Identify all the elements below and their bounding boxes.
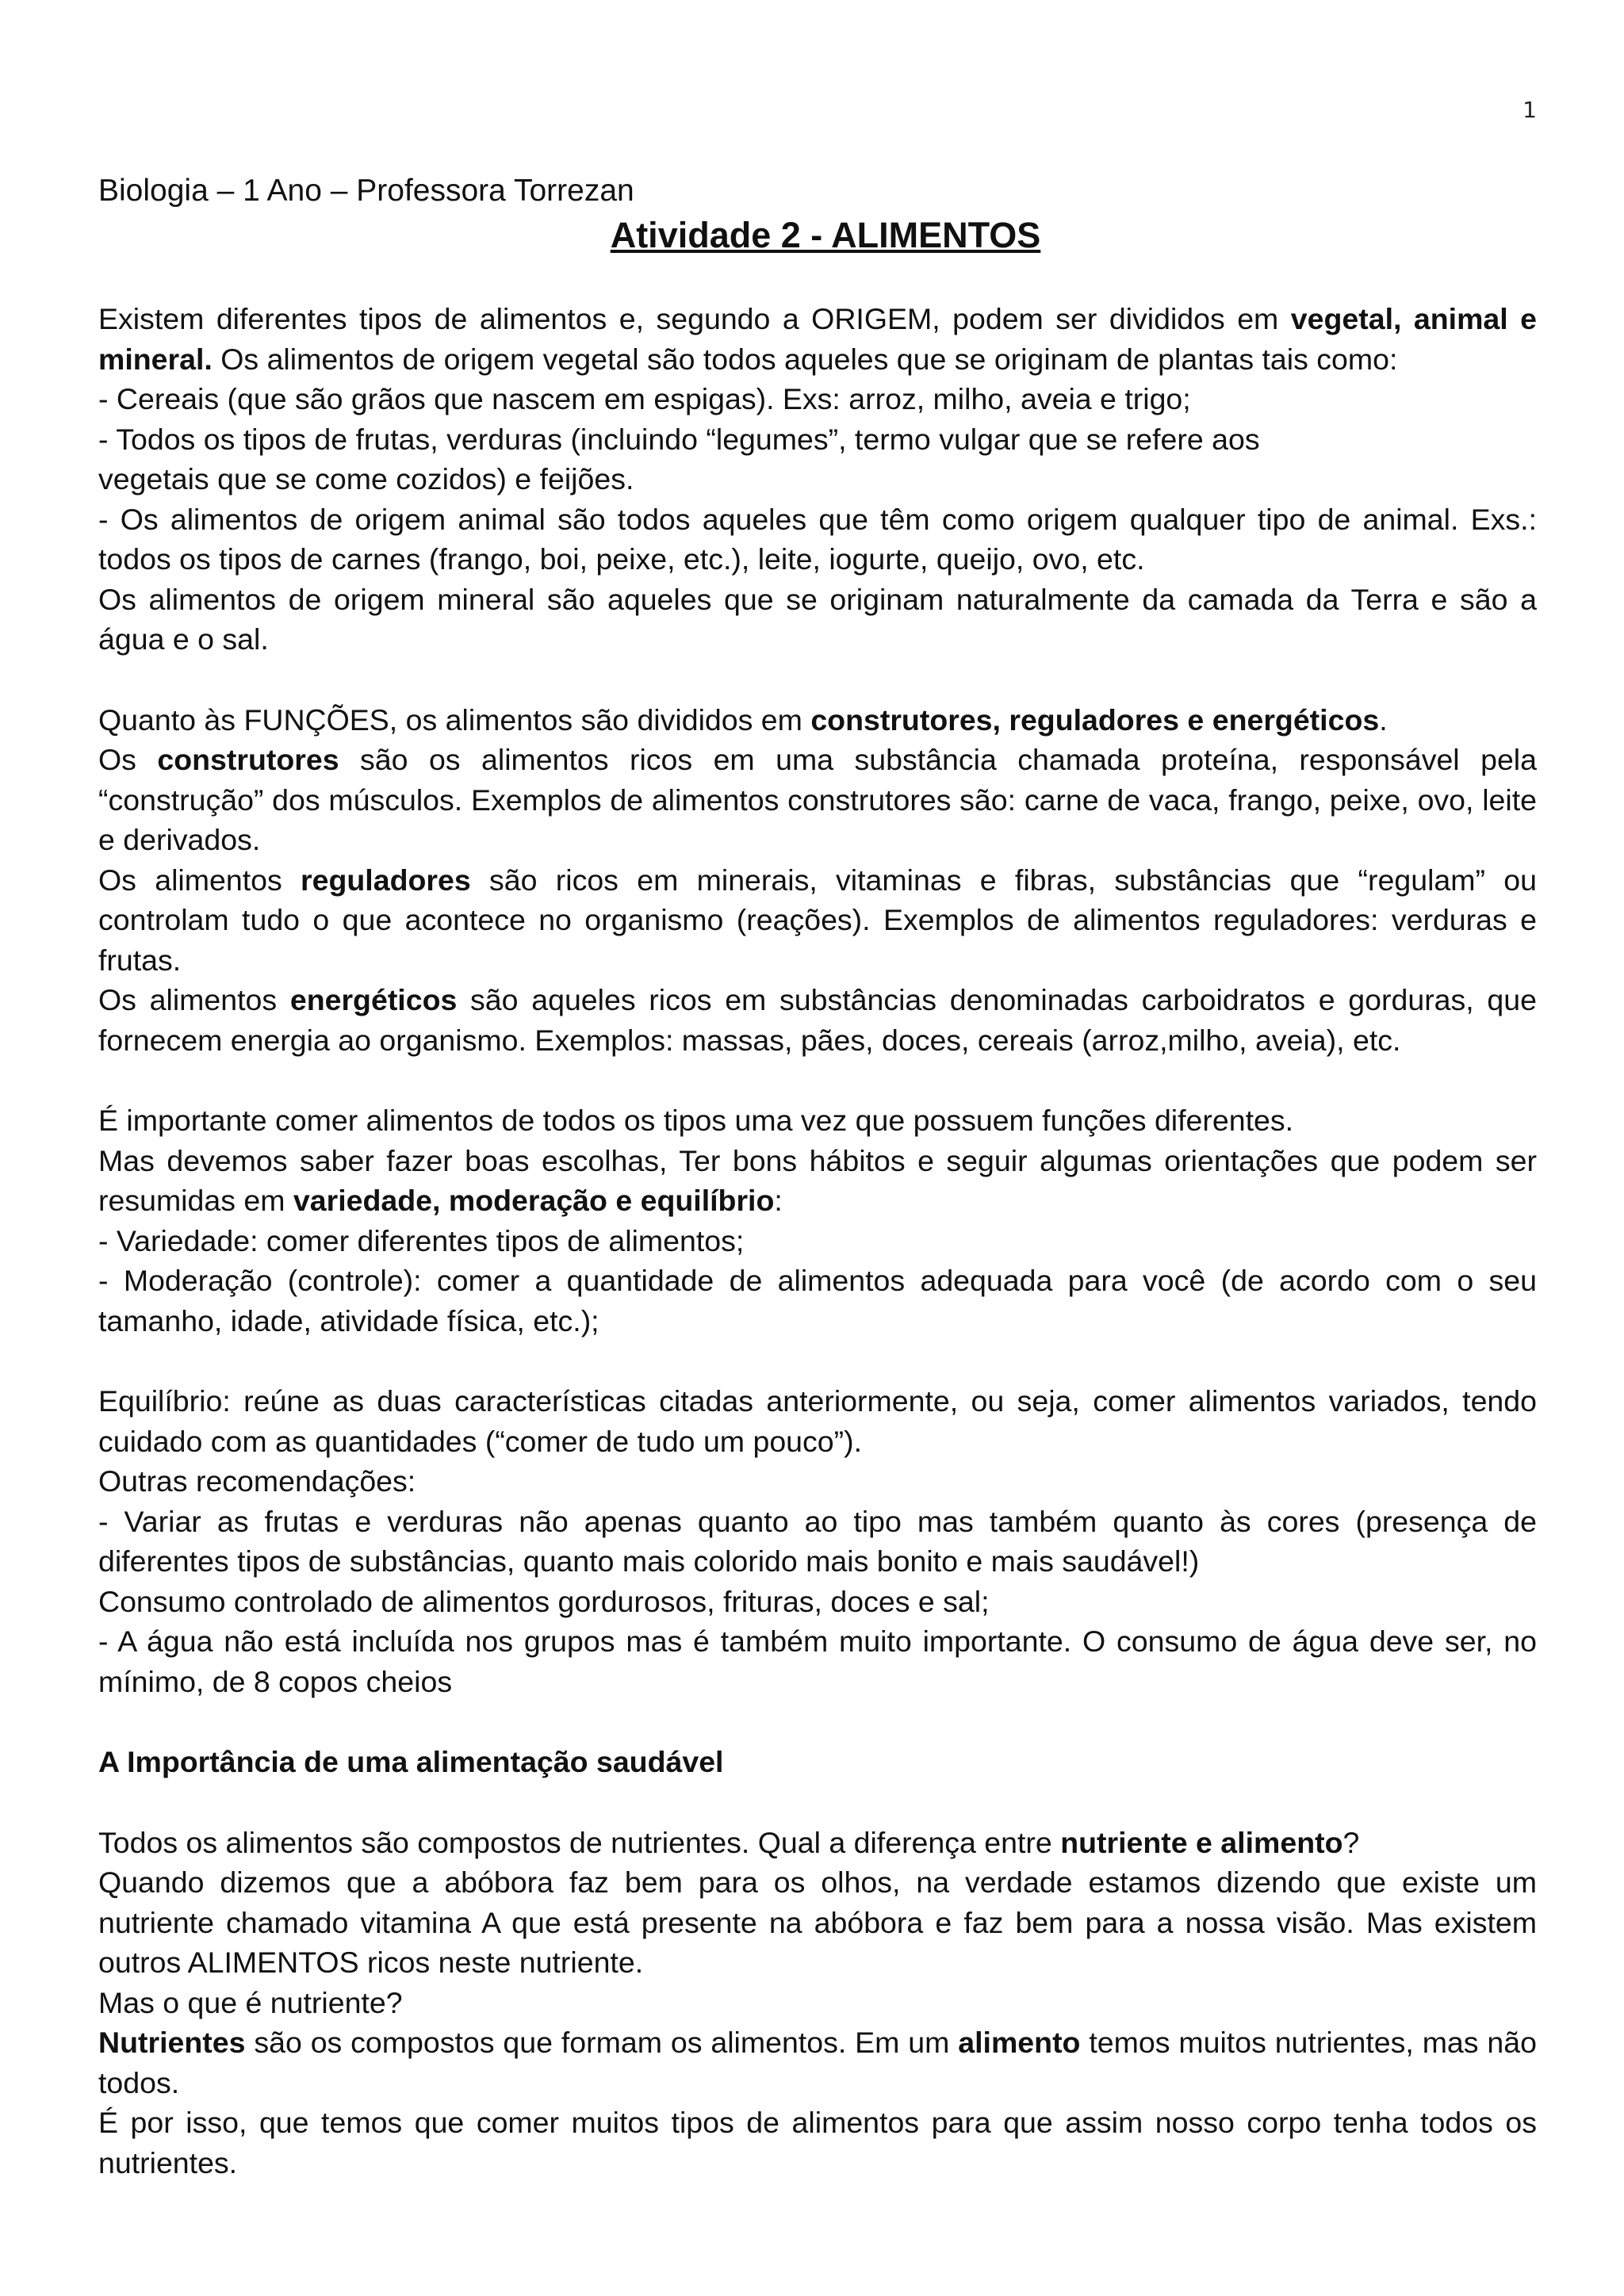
importancia-nutrientes: Nutrientes são os compostos que formam os alimentos. Em um alimento temos muitos nutrientes, mas não todos. (98, 2026, 1537, 2099)
document-body (98, 170, 1537, 2183)
orientacoes-importante: É importante comer alimentos de todos os tipos uma vez que possuem funções diferentes. (98, 1104, 1294, 1137)
bold-term: vegetal, animal e mineral. (98, 302, 1537, 376)
equilibrio-variar: - Variar as frutas e verduras não apenas quanto ao tipo mas também quanto às cores (presença de diferentes tipos de substâncias, quanto mais colorido mais bonito e mais saudável!) (98, 1504, 1537, 1578)
equilibrio-outras: Outras recomendações: (98, 1464, 416, 1498)
importancia-pergunta: Todos os alimentos são compostos de nutrientes. Qual a diferença entre nutriente e alimento? (98, 1825, 1360, 1859)
funcoes-construtores: Os construtores são os alimentos ricos em uma substância chamada proteína, responsável pela “construção” dos músculos. Exemplos de alimentos construtores são: carne de vaca, frango, peixe, ovo, leite e derivados. (98, 743, 1537, 856)
bold-term: Nutrientes (98, 2026, 246, 2059)
funcoes-intro: Quanto às FUNÇÕES, os alimentos são divididos em construtores, reguladores e energéticos. (98, 702, 1388, 737)
bold-term: alimento (958, 2026, 1081, 2059)
equilibrio-consumo: Consumo controlado de alimentos gordurosos, frituras, doces e sal; (98, 1584, 990, 1618)
bold-term: construtores, reguladores e energéticos (810, 702, 1380, 737)
origem-intro: Existem diferentes tipos de alimentos e, segundo a ORIGEM, podem ser divididos em vegetal, animal e mineral. Os alimentos de origem vegetal são todos aqueles que se originam de plantas tais como: (98, 302, 1537, 376)
bold-term: construtores (157, 743, 339, 776)
document-header: Biologia – 1 Ano – Professora Torrezan (98, 174, 634, 208)
bold-term: variedade, moderação e equilíbrio (293, 1184, 775, 1217)
spacer (98, 660, 1537, 700)
page-title: Atividade 2 - ALIMENTOS (610, 215, 1041, 255)
page-number: 1 (1522, 97, 1537, 123)
orientacoes-escolhas: Mas devemos saber fazer boas escolhas, Ter bons hábitos e seguir algumas orientações que podem ser resumidas em variedade, moderação e equilíbrio: (98, 1143, 1537, 1217)
funcoes-reguladores: Os alimentos reguladores são ricos em minerais, vitaminas e fibras, substâncias que “regulam” ou controlam tudo o que acontece no organismo (reações). Exemplos de alimentos reguladores: verduras e frutas. (98, 863, 1537, 977)
spacer (98, 1782, 1537, 1823)
spacer (98, 1341, 1537, 1381)
importancia-porisso: É por isso, que temos que comer muitos tipos de alimentos para que assim nosso corpo tenha todos os nutrientes. (98, 2106, 1537, 2179)
origem-frutas-line-2: vegetais que se come cozidos) e feijões. (98, 462, 634, 496)
importancia-heading: A Importância de uma alimentação saudável (98, 1745, 724, 1778)
spacer (98, 1701, 1537, 1742)
importancia-oque: Mas o que é nutriente? (98, 1985, 403, 2019)
bold-term: nutriente e alimento (1060, 1825, 1343, 1859)
orientacoes-variedade: - Variedade: comer diferentes tipos de alimentos; (98, 1223, 745, 1257)
origem-mineral: Os alimentos de origem mineral são aqueles que se originam naturalmente da camada da Terra e são a água e o sal. (98, 582, 1537, 656)
bold-term: energéticos (289, 983, 458, 1016)
funcoes-energeticos: Os alimentos energéticos são aqueles ricos em substâncias denominadas carboidratos e gorduras, que fornecem energia ao organismo. Exemplos: massas, pães, doces, cereais (arroz,milho, aveia), etc. (98, 983, 1537, 1057)
orientacoes-moderacao: - Moderação (controle): comer a quantidade de alimentos adequada para você (de acordo com o seu tamanho, idade, atividade física, etc.); (98, 1264, 1537, 1337)
origem-frutas-line-1: - Todos os tipos de frutas, verduras (incluindo “legumes”, termo vulgar que se refere aos (98, 422, 1260, 456)
origem-animal: - Os alimentos de origem animal são todos aqueles que têm como origem qualquer tipo de animal. Exs.: todos os tipos de carnes (frango, boi, peixe, etc.), leite, iogurte, queijo, ovo, etc. (98, 502, 1537, 576)
spacer (98, 1060, 1537, 1100)
importancia-abobora: Quando dizemos que a abóbora faz bem para os olhos, na verdade estamos dizendo que existe um nutriente chamado vitamina A que está presente na abóbora e faz bem para a nossa visão. Mas existem outros ALIMENTOS ricos neste nutriente. (98, 1866, 1537, 1979)
bold-term: reguladores (301, 863, 471, 897)
equilibrio-agua: - A água não está incluída nos grupos mas é também muito importante. O consumo de água deve ser, no mínimo, de 8 copos cheios (98, 1624, 1537, 1698)
equilibrio-texto: Equilíbrio: reúne as duas características citadas anteriormente, ou seja, comer alimentos variados, tendo cuidado com as quantidades (“comer de tudo um pouco”). (98, 1384, 1537, 1458)
origem-cereais: - Cereais (que são grãos que nascem em espigas). Exs: arroz, milho, aveia e trigo; (98, 382, 1191, 415)
